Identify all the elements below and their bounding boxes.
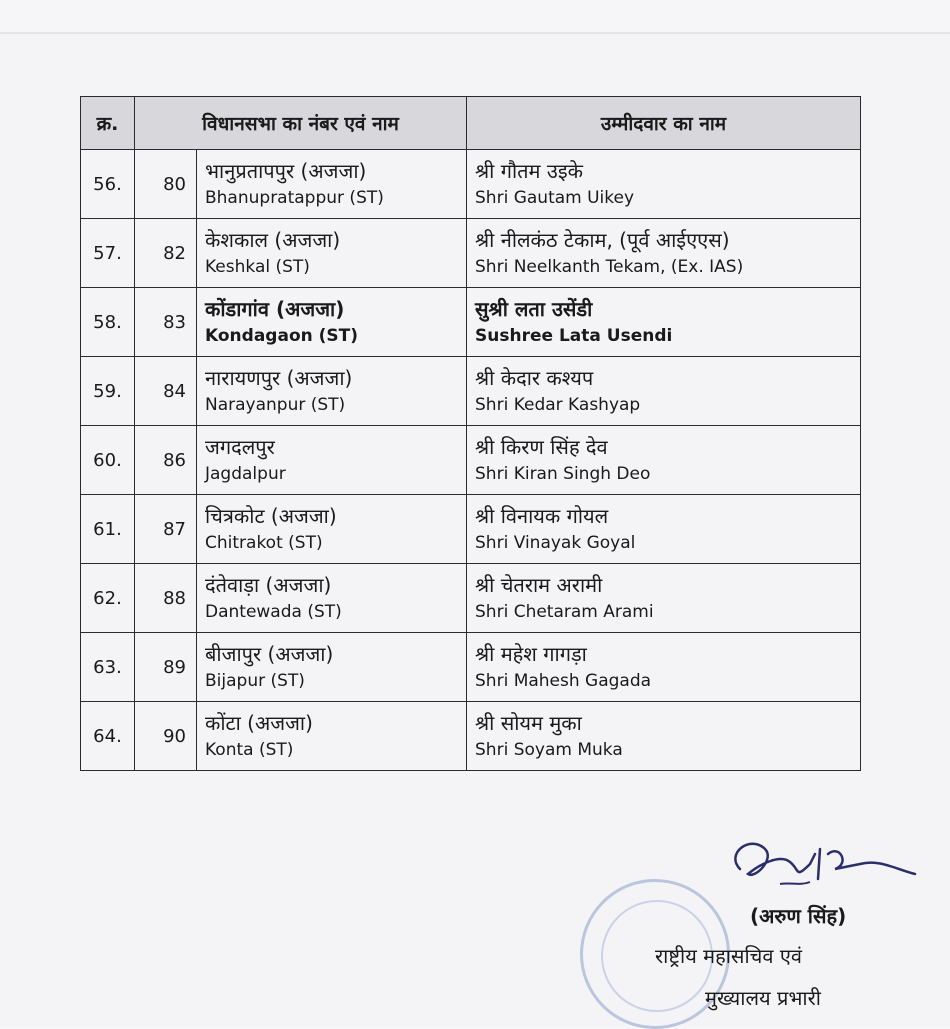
candidate-name-hindi: श्री केदार कश्यप (475, 366, 594, 390)
constituency-number: 84 (135, 357, 197, 426)
candidate-name-hindi: श्री महेश गागड़ा (475, 642, 587, 666)
constituency-name-english: Kondagaon (ST) (205, 326, 359, 346)
table-body (81, 150, 861, 771)
candidate-name-english: Shri Soyam Muka (475, 740, 623, 760)
constituency-name-english: Dantewada (ST) (205, 602, 342, 622)
table-header-row (81, 97, 861, 150)
constituency-name-hindi: दंतेवाड़ा (अजजा) (205, 573, 332, 597)
candidate-name-english: Shri Vinayak Goyal (475, 533, 636, 553)
signer-designation-line2: मुख्यालय प्रभारी (705, 986, 821, 1010)
candidate-name (467, 426, 861, 495)
signature-block (560, 824, 920, 1024)
candidate-name-english: Shri Neelkanth Tekam, (Ex. IAS) (475, 257, 744, 277)
candidate-name (467, 288, 861, 357)
serial-number: 60. (81, 426, 135, 495)
candidate-name-hindi: श्री गौतम उइके (475, 159, 584, 183)
candidate-name-english: Sushree Lata Usendi (475, 326, 673, 346)
table-row (81, 564, 861, 633)
serial-number: 58. (81, 288, 135, 357)
candidate-name-hindi: श्री विनायक गोयल (475, 504, 609, 528)
constituency-name (197, 426, 467, 495)
header-sno: क्र. (81, 97, 135, 150)
signer-name: (अरुण सिंह) (750, 904, 847, 928)
constituency-name-hindi: चित्रकोट (अजजा) (205, 504, 337, 528)
serial-number: 62. (81, 564, 135, 633)
handwritten-signature (720, 824, 920, 904)
constituency-name-hindi: नारायणपुर (अजजा) (205, 366, 353, 390)
header-constituency: विधानसभा का नंबर एवं नाम (135, 97, 467, 150)
candidate-name-hindi: सुश्री लता उसेंडी (475, 297, 593, 321)
candidate-name-hindi: श्री सोयम मुका (475, 711, 582, 735)
candidate-name-english: Shri Gautam Uikey (475, 188, 635, 208)
constituency-name (197, 495, 467, 564)
constituency-number: 86 (135, 426, 197, 495)
candidate-name-english: Shri Kedar Kashyap (475, 395, 641, 415)
candidate-name (467, 633, 861, 702)
constituency-name-hindi: भानुप्रतापपुर (अजजा) (205, 159, 367, 183)
constituency-name-hindi: केशकाल (अजजा) (205, 228, 341, 252)
candidate-list-table (80, 96, 861, 771)
constituency-name (197, 219, 467, 288)
constituency-number: 88 (135, 564, 197, 633)
constituency-name-english: Bhanupratappur (ST) (205, 188, 384, 208)
table-row (81, 426, 861, 495)
table-row (81, 288, 861, 357)
serial-number: 61. (81, 495, 135, 564)
serial-number: 59. (81, 357, 135, 426)
constituency-name-english: Narayanpur (ST) (205, 395, 346, 415)
constituency-name (197, 564, 467, 633)
candidate-name-hindi: श्री चेतराम अरामी (475, 573, 603, 597)
table-row (81, 633, 861, 702)
candidate-name (467, 357, 861, 426)
constituency-number: 90 (135, 702, 197, 771)
constituency-number: 87 (135, 495, 197, 564)
candidate-name (467, 150, 861, 219)
candidate-name (467, 495, 861, 564)
constituency-name (197, 702, 467, 771)
candidate-name-english: Shri Kiran Singh Deo (475, 464, 651, 484)
serial-number: 64. (81, 702, 135, 771)
candidate-name-hindi: श्री नीलकंठ टेकाम, (पूर्व आईएएस) (475, 228, 730, 252)
document-page (0, 32, 950, 1026)
constituency-name (197, 633, 467, 702)
constituency-name-hindi: कोंटा (अजजा) (205, 711, 313, 735)
candidate-name (467, 219, 861, 288)
constituency-number: 82 (135, 219, 197, 288)
candidate-name (467, 702, 861, 771)
constituency-name (197, 288, 467, 357)
constituency-name (197, 150, 467, 219)
constituency-number: 80 (135, 150, 197, 219)
constituency-name-english: Jagdalpur (205, 464, 286, 484)
table-row (81, 702, 861, 771)
constituency-name-english: Chitrakot (ST) (205, 533, 323, 553)
constituency-name-hindi: बीजापुर (अजजा) (205, 642, 334, 666)
constituency-name-english: Keshkal (ST) (205, 257, 310, 277)
serial-number: 63. (81, 633, 135, 702)
constituency-name-english: Konta (ST) (205, 740, 294, 760)
serial-number: 56. (81, 150, 135, 219)
table-row (81, 219, 861, 288)
signer-designation-line1: राष्ट्रीय महासचिव एवं (655, 944, 802, 968)
constituency-name-english: Bijapur (ST) (205, 671, 305, 691)
candidate-name-english: Shri Chetaram Arami (475, 602, 654, 622)
candidate-name (467, 564, 861, 633)
constituency-number: 89 (135, 633, 197, 702)
candidate-name-hindi: श्री किरण सिंह देव (475, 435, 608, 459)
constituency-name-hindi: जगदलपुर (205, 435, 275, 459)
table-row (81, 495, 861, 564)
table-row (81, 357, 861, 426)
constituency-name (197, 357, 467, 426)
table-row (81, 150, 861, 219)
serial-number: 57. (81, 219, 135, 288)
candidate-name-english: Shri Mahesh Gagada (475, 671, 652, 691)
constituency-number: 83 (135, 288, 197, 357)
header-candidate: उम्मीदवार का नाम (467, 97, 861, 150)
constituency-name-hindi: कोंडागांव (अजजा) (205, 297, 345, 321)
